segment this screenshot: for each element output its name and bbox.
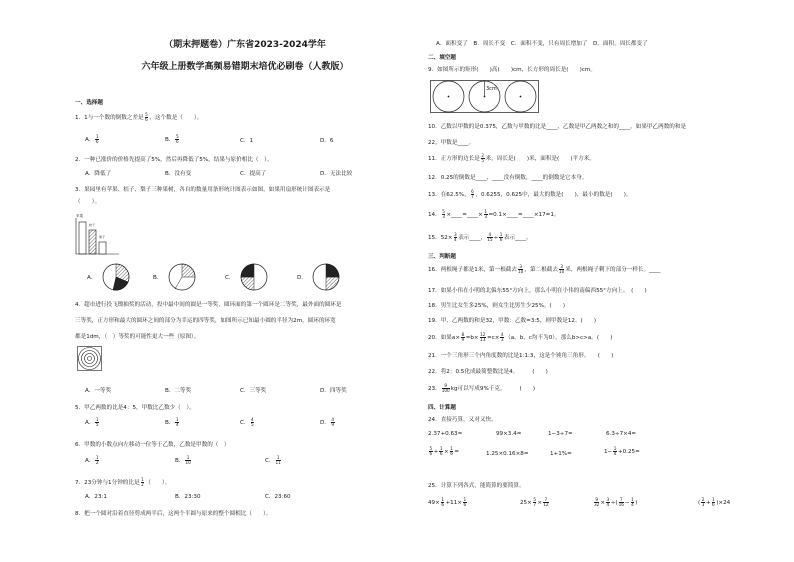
q1-option-d: D．6	[320, 138, 334, 144]
q9-rectangle-figure	[430, 80, 540, 114]
q4-option-c: C．三等奖	[240, 388, 267, 394]
section-judge: 三、判断题	[428, 254, 456, 260]
q3-option-d-label: D．	[297, 275, 307, 281]
title-line-2: 六年级上册数学高频易错期末培优必刷卷（人教版）	[141, 62, 349, 72]
question-7: 7．23分钟与1分钟的比是 $\frac{1}{2}$ （ ）。	[75, 477, 171, 488]
q3-option-c-label: C．	[225, 275, 235, 281]
q2-option-c: C．提高了	[240, 171, 267, 177]
q6-option-c: C． $\frac{1}{11}$	[265, 455, 281, 466]
q3-bar-chart	[75, 212, 125, 262]
q4-option-a: A．一等奖	[85, 388, 112, 394]
q1-option-b: B． $\frac{5}{6}$	[165, 134, 179, 145]
q3-option-a-label: A．	[87, 275, 97, 281]
q5-option-d: D． $\frac{4}{9}$	[320, 417, 335, 428]
q3-pie-c	[239, 262, 269, 292]
q24-expr-2: 99×3.4=	[496, 431, 522, 437]
bar-apple	[79, 222, 86, 254]
q8-options: A．面积变了 B．周长不变 C．面积不变，只有周长增加了 D．面积，周长都变了	[436, 41, 648, 47]
q24-expr-1: 2.37+0.63=	[428, 431, 463, 437]
question-9: 9．如图所示的矩形( )高( )cm，长方形的周长是( )cm。	[428, 67, 596, 73]
question-6: 6．甲数的小数点向左移动一位等于乙数，乙数是甲数的（ ）	[75, 442, 230, 448]
question-19: 19．甲、乙两数的和是32，甲数：乙数=3:5，则甲数是12。( )	[428, 318, 597, 324]
q9-dimension-label: 3cm	[486, 86, 497, 92]
question-20: 20．如果a× $\frac{8}{9}$ =b× $\frac{12}{13}$ =c× $\frac{4}{3}$ （a，b，c均不为0），那么b>c>a。( )	[428, 332, 613, 343]
q7-option-c: C．23:60	[265, 494, 291, 500]
q6-option-b: B． $\frac{1}{10}$	[175, 455, 191, 466]
question-17: 17．如果小伟在小明的北偏东55°方向上，那么小明在小伟的南偏西55°方向上。 ( )	[428, 288, 647, 294]
section-fill: 二、填空题	[428, 55, 456, 61]
section-choice: 一、选择题	[75, 100, 103, 106]
question-18: 18．男生比女生多25%，则女生比男生少25%。( )	[428, 303, 566, 309]
q24-expr-8: 1− $\frac{1}{4}$ +0.25=	[604, 446, 640, 457]
section-calc: 四、计算题	[428, 405, 456, 411]
bar-orange	[89, 230, 96, 254]
q24-expr-6: 1.25×0.16×8=	[486, 451, 529, 457]
question-1: 1．1与一个数的倒数之差是 $\frac{5}{6}$ ，这个数是（ ）。	[75, 112, 203, 123]
question-14: 14． $\frac{5}{3}$ ×____=____× $\frac{1}{3}$ =0.1×____=____×17=1。	[428, 209, 560, 220]
q25-expr-2: 25× $\frac{5}{7}$ × $\frac{7}{12}$	[520, 497, 549, 508]
q24-expr-4: 6.3÷7×4=	[606, 431, 637, 437]
q3-pie-d	[311, 262, 341, 292]
bar-label-orange: 桔子	[89, 223, 96, 227]
question-5: 5．甲乙两数的比是4：5，甲数比乙数少（ ）。	[75, 405, 195, 411]
q25-expr-3: $\frac{9}{32}$ × $\frac{3}{4}$ ÷( $\frac{7}{16}$ − $\frac{1}{4}$ )	[594, 497, 638, 508]
q4-option-b: B．二等奖	[165, 388, 192, 394]
q25-expr-4: ( $\frac{2}{3}$ + $\frac{1}{6}$ )×24	[698, 497, 731, 508]
fraction: $\frac{5}{6}$	[145, 112, 148, 123]
q1-option-a: A． $\frac{1}{6}$	[85, 134, 99, 145]
q24-expr-7: 1+1%=	[550, 451, 572, 457]
question-23: 23． $\frac{9}{100}$ kg可以写成9%千克。 ( )	[428, 383, 536, 394]
question-25: 25．计算下列各式，能简算的要简算。	[428, 483, 525, 489]
q2-option-b: B．没有变	[165, 171, 192, 177]
question-3-line-1: 3．果园里有苹果、桔子、梨子三种果树，各自的数量用条形统计图表示如图，如果用扇形统计图表示是	[75, 187, 331, 193]
question-4-line-2: 三等奖，正方形和最大的圆环之间的部分为幸运的四等奖，如图所示已知最小圆的半径为2m，圆环的环宽	[75, 318, 336, 324]
q2-option-a: A．降低了	[85, 171, 112, 177]
question-10-line-1: 10．乙数以甲数的是0.375，乙数与甲数的比是____，乙数是甲乙两数之和的____，如果甲乙两数的和是	[428, 124, 687, 130]
q3-pie-b	[167, 262, 197, 292]
question-21: 21．一个三角形三个内角度数的比是1:1:3，这是个钝角三角形。 ( )	[428, 353, 614, 359]
question-22: 22．将2：0.5化成最简整数比是4。 ( )	[428, 369, 548, 375]
question-4-line-1: 4．超市进行投飞镖抽奖的活动，投中最中间的圆是一等奖，圆环面的第一个圆环是二等奖，最外面的圆环是	[75, 302, 342, 308]
question-2: 2．一种已涨价的价格先提高了5%，然后再降低了5%，结果与原价相比（ ）。	[75, 157, 273, 163]
q7-option-b: B．23:30	[175, 494, 201, 500]
q1-option-c: C．1	[240, 138, 254, 144]
q6-option-a: A． $\frac{1}{2}$	[85, 455, 99, 466]
question-24: 24．直接巧算，又对又快。	[428, 417, 497, 423]
q7-option-a: A．23:1	[85, 494, 107, 500]
q25-expr-1: 49× $\frac{1}{6}$ +11× $\frac{1}{6}$	[428, 497, 467, 508]
question-4-line-3: 都是1dm，（ ）等奖的可能性更大一些（原图）。	[75, 334, 200, 340]
title-line-1: （期末押题卷）广东省2023-2024学年	[164, 40, 326, 50]
question-10-line-2: 22，甲数是____。	[428, 140, 475, 146]
q24-expr-3: 1−3÷7=	[548, 431, 573, 437]
q4-option-d: D．四等奖	[320, 388, 347, 394]
bar-label-pear: 梨子	[99, 235, 106, 239]
bar-pear	[99, 242, 106, 254]
q2-option-d: D．无法比较	[320, 171, 353, 177]
q5-option-a: A． $\frac{1}{5}$	[85, 417, 99, 428]
question-11: 11．正方形的边长是 $\frac{2}{5}$ 米，周长是( )米，面积是( )平方米。	[428, 153, 595, 164]
question-13: 13．在62.5%， $\frac{6}{7}$ ，0.6255，0.625中，最大的数是( )，最小的数是( )。	[428, 189, 632, 200]
question-8: 8．把一个圆对沿着直径剪成两半后，这两个半圆与原来的整个圆相比（ ）。	[75, 511, 272, 517]
q5-option-c: C． $\frac{4}{5}$	[240, 417, 254, 428]
q3-pie-a	[101, 262, 131, 292]
bar-chart-title: 苹果	[76, 214, 83, 218]
question-15: 15．52× $\frac{3}{4}$ 表示____， $\frac{4}{15}$ ÷ $\frac{1}{6}$ 表示____。	[428, 232, 532, 243]
q3-option-b-label: B．	[153, 275, 163, 281]
q24-expr-5: $\frac{5}{6}$ + $\frac{1}{6}$ × $\frac{1}{6}$ =	[429, 446, 460, 457]
question-12: 12．0.25的倒数是____，____没有倒数，____的倒数是它本身。	[428, 175, 588, 181]
question-3-line-2: （ ）。	[75, 199, 101, 205]
q5-option-b: B． $\frac{1}{4}$	[165, 417, 179, 428]
q4-target-figure	[77, 346, 103, 372]
question-16: 16．两根绳子都是1米，第一根截去 $\frac{3}{10}$ ，第二根截去 $\frac{3}{10}$ 米，两根绳子剩下的部分一样长。____	[428, 264, 661, 275]
